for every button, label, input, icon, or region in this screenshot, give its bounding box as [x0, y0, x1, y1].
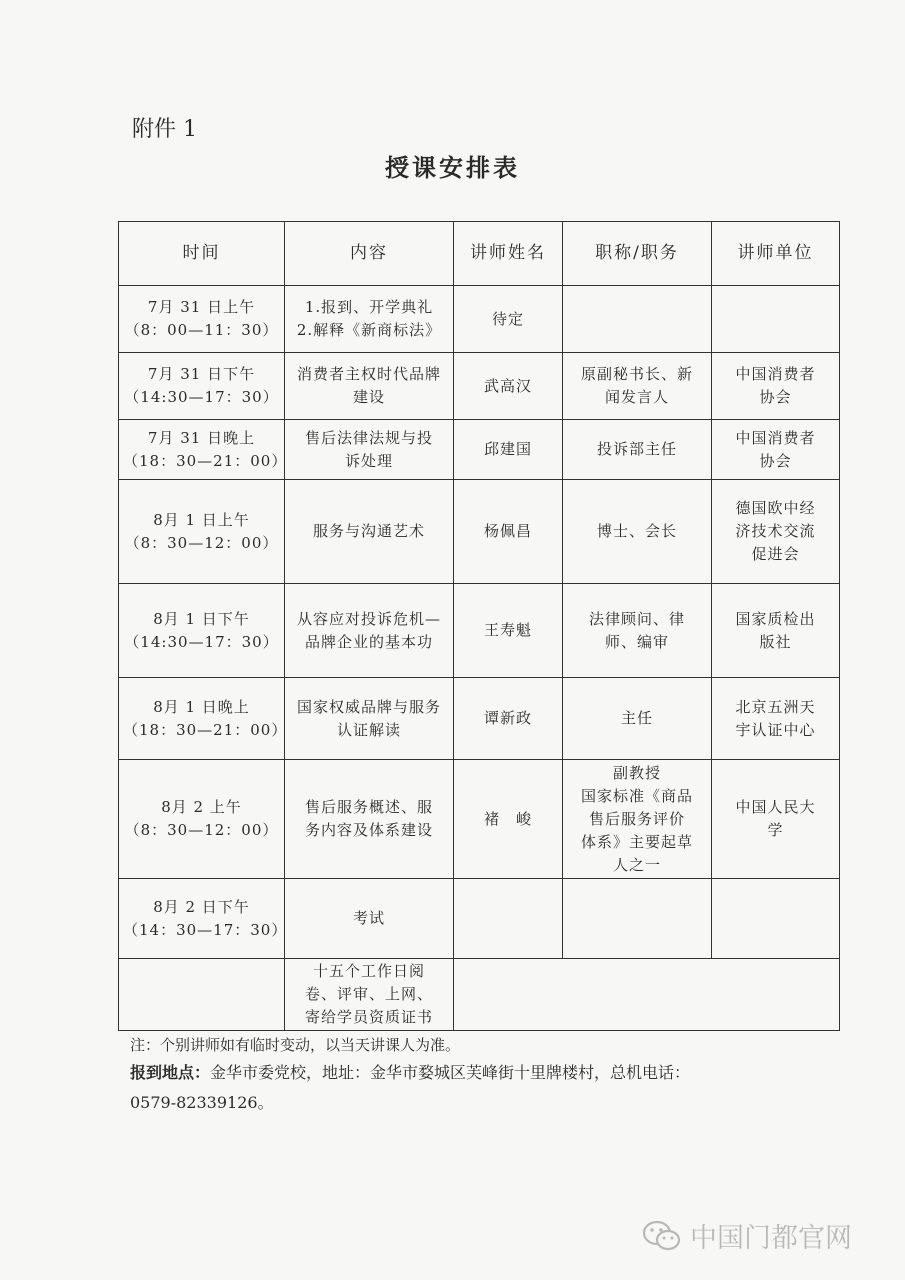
- time-cell-line: （8：00—11：30）: [124, 321, 279, 339]
- title-cell: [563, 286, 712, 353]
- unit-cell: [712, 480, 840, 584]
- time-cell-line: 8月 2 日下午: [153, 897, 250, 916]
- table-row: [119, 353, 840, 420]
- schedule-table: [118, 221, 840, 1031]
- time-cell-line: 8月 1 日晚上: [153, 697, 250, 716]
- table-row: [119, 959, 840, 1031]
- table-row: [119, 879, 840, 959]
- time-cell: [119, 286, 285, 353]
- unit-cell-line: 济技术交流: [735, 522, 816, 540]
- unit-cell: [712, 678, 840, 760]
- lecturer-cell: [454, 879, 563, 959]
- content-cell-line: 品牌企业的基本功: [304, 632, 433, 651]
- report-location: [130, 1058, 790, 1118]
- time-cell-line: （14:30—17：30）: [124, 632, 279, 651]
- unit-cell-line: 国家质检出: [735, 609, 816, 628]
- unit-cell-line: 版社: [759, 632, 792, 651]
- title-cell-line: 副教授: [612, 763, 661, 782]
- content-cell-line: 售后服务概述、服: [304, 798, 433, 816]
- title-cell: [563, 420, 712, 480]
- content-cell: [285, 959, 454, 1031]
- time-cell: [119, 584, 285, 678]
- lecturer-cell-line: 褚 峻: [483, 809, 532, 828]
- unit-cell-line: 促进会: [751, 545, 800, 563]
- content-cell-line: 消费者主权时代品牌: [296, 365, 441, 383]
- content-cell-line: 考试: [352, 909, 385, 927]
- time-cell: [119, 480, 285, 584]
- time-cell-line: 8月 1 日下午: [153, 609, 250, 628]
- content-cell: [285, 353, 454, 420]
- attachment-label: 附件 1: [132, 117, 197, 142]
- lecturer-cell-line: 谭新政: [483, 709, 532, 727]
- title-cell: [563, 480, 712, 584]
- title-cell-line: 原副秘书长、新: [580, 365, 693, 383]
- header-title: 职称/职务: [563, 222, 712, 286]
- unit-cell: [712, 584, 840, 678]
- report-label: 报到地点：: [130, 1063, 211, 1082]
- table-row: [119, 760, 840, 879]
- content-cell: [285, 879, 454, 959]
- content-cell-line: 服务与沟通艺术: [312, 522, 425, 540]
- header-content: 内容: [285, 222, 454, 286]
- content-cell-line: 2.解释《新商标法》: [296, 321, 442, 339]
- watermark: [642, 1216, 852, 1255]
- lecturer-cell: [454, 678, 563, 760]
- title-cell-line: 师、编审: [604, 632, 669, 651]
- table-row: [119, 480, 840, 584]
- content-cell-line: 售后法律法规与投: [304, 428, 433, 447]
- content-cell-line: 十五个工作日阅: [312, 962, 425, 980]
- content-cell-line: 卷、评审、上网、: [304, 985, 433, 1003]
- time-cell: [119, 420, 288, 480]
- content-cell: [285, 584, 454, 678]
- title-cell-line: 售后服务评价: [588, 809, 685, 828]
- title-cell: [563, 584, 712, 678]
- lecturer-cell-line: 武高汉: [483, 376, 532, 395]
- unit-cell-line: 中国人民大: [735, 798, 816, 816]
- title-cell: [563, 678, 712, 760]
- report-text-line2: 0579-82339126。: [130, 1093, 274, 1112]
- content-cell-line: 务内容及体系建设: [304, 821, 433, 839]
- lecturer-cell-line: 王寿魁: [483, 621, 532, 639]
- unit-cell-line: 学: [767, 821, 784, 839]
- title-cell-line: 人之一: [612, 855, 661, 874]
- lecturer-cell: [454, 286, 563, 353]
- title-cell: [563, 760, 712, 879]
- content-cell: [285, 678, 454, 760]
- header-unit: 讲师单位: [712, 222, 840, 286]
- time-cell: [119, 353, 285, 420]
- unit-cell-line: 协会: [759, 388, 792, 406]
- title-cell-line: 法律顾问、律: [588, 609, 685, 628]
- title-cell: [563, 353, 712, 420]
- time-cell-line: 8月 1 日上午: [153, 510, 250, 529]
- unit-cell-line: 协会: [759, 451, 792, 470]
- header-lecturer: 讲师姓名: [454, 222, 563, 286]
- content-cell-line: 诉处理: [344, 451, 393, 470]
- lecturer-cell: [454, 584, 563, 678]
- table-row: [119, 678, 840, 760]
- lecturer-cell: [454, 760, 563, 879]
- table-row: [119, 584, 840, 678]
- time-cell-line: （8：30—12：00）: [124, 821, 279, 839]
- unit-cell: [712, 286, 840, 353]
- title-cell-line: 主任: [620, 709, 653, 727]
- header-row: [119, 222, 840, 286]
- time-cell-line: 7月 31 日上午: [147, 298, 256, 316]
- header-time: 时间: [119, 222, 285, 286]
- content-cell-line: 认证解读: [336, 720, 401, 739]
- time-cell-line: （18：30—21：00）: [123, 720, 288, 739]
- unit-cell: [712, 760, 840, 879]
- lecturer-cell-line: 杨佩昌: [483, 522, 532, 540]
- unit-cell: [712, 879, 840, 959]
- lecturer-cell: [454, 420, 563, 480]
- time-cell-line: 8月 2 上午: [161, 798, 242, 816]
- content-cell: [285, 420, 454, 480]
- unit-cell-line: 北京五洲天: [735, 697, 816, 716]
- title-cell: [563, 879, 712, 959]
- time-cell-line: 7月 31 日下午: [147, 365, 256, 383]
- time-cell: [119, 879, 288, 959]
- content-cell: [285, 286, 454, 353]
- watermark-text: 中国门都官网: [690, 1223, 852, 1254]
- page-title: 授课安排表: [385, 153, 520, 182]
- unit-cell-line: 宇认证中心: [735, 720, 816, 739]
- unit-cell: [712, 420, 840, 480]
- merged-empty-cell: [454, 959, 840, 1031]
- title-cell-line: 博士、会长: [596, 522, 677, 540]
- title-cell-line: 闻发言人: [604, 388, 669, 406]
- content-cell-line: 建设: [352, 388, 385, 406]
- time-cell: [119, 760, 285, 879]
- unit-cell-line: 中国消费者: [735, 365, 816, 383]
- time-cell-line: 7月 31 日晚上: [147, 428, 256, 447]
- title-cell-line: 国家标准《商品: [580, 786, 693, 805]
- time-cell-line: （14:30—17：30）: [124, 388, 279, 406]
- time-cell: [119, 959, 285, 1031]
- wechat-icon: [642, 1219, 682, 1253]
- note-text: 注：个别讲师如有临时变动，以当天讲课人为准。: [130, 1036, 461, 1054]
- title-cell-line: 体系》主要起草: [580, 832, 693, 851]
- content-cell-line: 从容应对投诉危机—: [296, 609, 441, 628]
- unit-cell-line: 中国消费者: [735, 428, 816, 447]
- unit-cell-line: 德国欧中经: [735, 499, 816, 517]
- unit-cell: [712, 353, 840, 420]
- time-cell-line: （18：30—21：00）: [123, 451, 288, 470]
- lecturer-cell-line: 邱建国: [483, 440, 532, 458]
- lecturer-cell-line: 待定: [491, 309, 524, 328]
- content-cell-line: 国家权威品牌与服务: [296, 697, 441, 716]
- table-row: [119, 286, 840, 353]
- time-cell-line: （14：30—17：30）: [123, 920, 288, 939]
- lecturer-cell: [454, 353, 563, 420]
- time-cell: [119, 678, 288, 760]
- title-cell-line: 投诉部主任: [596, 440, 677, 458]
- content-cell: [285, 480, 454, 584]
- table-row: [119, 420, 840, 480]
- content-cell-line: 寄给学员资质证书: [304, 1008, 433, 1026]
- content-cell: [285, 760, 454, 879]
- lecturer-cell: [454, 480, 563, 584]
- time-cell-line: （8：30—12：00）: [124, 533, 279, 552]
- report-text-line1: 金华市委党校，地址：金华市婺城区芙峰街十里牌楼村，总机电话：: [210, 1063, 691, 1082]
- content-cell-line: 1.报到、开学典礼: [304, 298, 434, 316]
